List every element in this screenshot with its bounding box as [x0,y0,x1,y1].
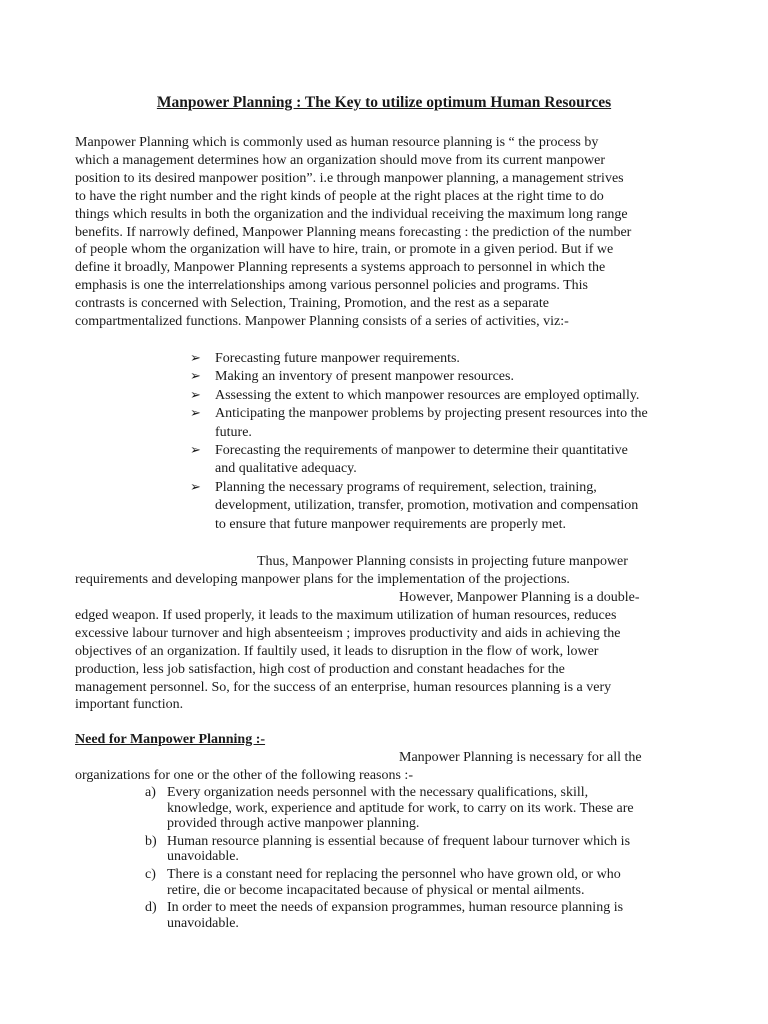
list-item-text: and qualitative adequacy. [215,461,357,477]
list-item-text: Human resource planning is essential because of frequent labour turnover which is [167,833,631,849]
paragraph-line: excessive labour turnover and high absenteeism ; improves productivity and aids in achieving the [75,625,621,641]
need-intro-paragraph [75,749,705,785]
paragraph-line: important function. [75,697,184,713]
arrow-bullet-icon: ➢ [190,406,201,422]
list-marker: b) [145,833,157,849]
list-item-text: Forecasting the requirements of manpower to determine their quantitative [215,443,628,459]
list-item-text: Planning the necessary programs of requirement, selection, training, [215,479,597,495]
list-marker: c) [145,866,156,882]
list-marker: d) [145,900,157,916]
list-item [190,387,710,405]
paragraph-line: Manpower Planning is necessary for all the [399,750,642,765]
paragraph-line: management personnel. So, for the success of an enterprise, human resources planning is a very [75,679,612,695]
arrow-bullet-icon: ➢ [190,479,201,495]
paragraph-line: objectives of an organization. If faultily used, it leads to disruption in the flow of work, lower [75,643,599,659]
however-paragraph [75,589,700,714]
paragraph-line: Manpower Planning which is commonly used as human resource planning is “ the process by [75,135,599,150]
paragraph-line: edged weapon. If used properly, it leads to the maximum utilization of human resources, reduces [75,607,617,623]
reasons-list [145,785,705,933]
paragraph-line: compartmentalized functions. Manpower Planning consists of a series of activities, viz:- [75,314,569,330]
list-item [190,442,710,479]
list-item-text: future. [215,424,252,440]
document-title: Manpower Planning : The Key to utilize optimum Human Resources [156,94,612,111]
list-item-text: Assessing the extent to which manpower resources are employed optimally. [215,387,640,403]
list-marker: a) [145,785,156,800]
paragraph-line: contrasts is concerned with Selection, Training, Promotion, and the rest as a separate [75,296,549,312]
list-item [190,350,710,368]
list-item [145,867,705,898]
paragraph-line: things which results in both the organization and the individual receiving the maximum long range [75,206,628,222]
list-item [190,368,710,386]
list-item-text: unavoidable. [167,915,239,931]
paragraph-line: benefits. If narrowly defined, Manpower Planning means forecasting : the prediction of the number [75,224,632,240]
arrow-bullet-icon: ➢ [190,351,201,366]
intro-paragraph [75,134,700,331]
list-item-text: Anticipating the manpower problems by projecting present resources into the [215,406,648,422]
list-item-text: Every organization needs personnel with the necessary qualifications, skill, [167,785,589,800]
list-item-text: retire, die or become incapacitated because of physical or mental ailments. [167,882,585,898]
list-item-text: unavoidable. [167,849,239,865]
list-item-text: knowledge, work, experience and aptitude for work, to carry on its work. These are [167,800,634,816]
paragraph-line: production, less job satisfaction, high cost of production and constant headaches for the [75,661,565,677]
paragraph-line: emphasis is one the interrelationships among various personnel policies and programs. This [75,278,588,294]
list-item [190,405,710,442]
paragraph-line: define it broadly, Manpower Planning represents a systems approach to personnel in which the [75,260,606,276]
paragraph-line: However, Manpower Planning is a double- [399,590,640,605]
list-item-text: Making an inventory of present manpower resources. [215,369,514,385]
paragraph-line: which a management determines how an organization should move from its current manpower [75,152,606,168]
thus-paragraph [75,553,700,589]
arrow-bullet-icon: ➢ [190,369,201,385]
activities-list [190,350,710,534]
paragraph-line: to have the right number and the right kinds of people at the right places at the right time to do [75,188,604,204]
list-item [145,900,705,931]
paragraph-line: of people whom the organization will have to hire, train, or promote in a given period. But if we [75,242,614,258]
list-item-text: There is a constant need for replacing the personnel who have grown old, or who [167,866,621,882]
list-item-text: development, utilization, transfer, promotion, motivation and compensation [215,498,639,514]
list-item [145,834,705,865]
paragraph-line: position to its desired manpower position”. i.e through manpower planning, a management strives [75,170,624,186]
paragraph-line: Thus, Manpower Planning consists in projecting future manpower [257,554,628,569]
arrow-bullet-icon: ➢ [190,387,201,403]
paragraph-line: requirements and developing manpower plans for the implementation of the projections. [75,571,570,587]
list-item-text: to ensure that future manpower requirements are properly met. [215,516,567,532]
need-heading: Need for Manpower Planning :- [75,732,266,747]
list-item-text: Forecasting future manpower requirements. [215,351,460,366]
paragraph-line: organizations for one or the other of the following reasons :- [75,768,413,783]
list-item [190,479,710,534]
list-item [145,785,705,832]
list-item-text: In order to meet the needs of expansion programmes, human resource planning is [167,900,624,916]
list-item-text: provided through active manpower planning. [167,816,420,832]
arrow-bullet-icon: ➢ [190,443,201,459]
